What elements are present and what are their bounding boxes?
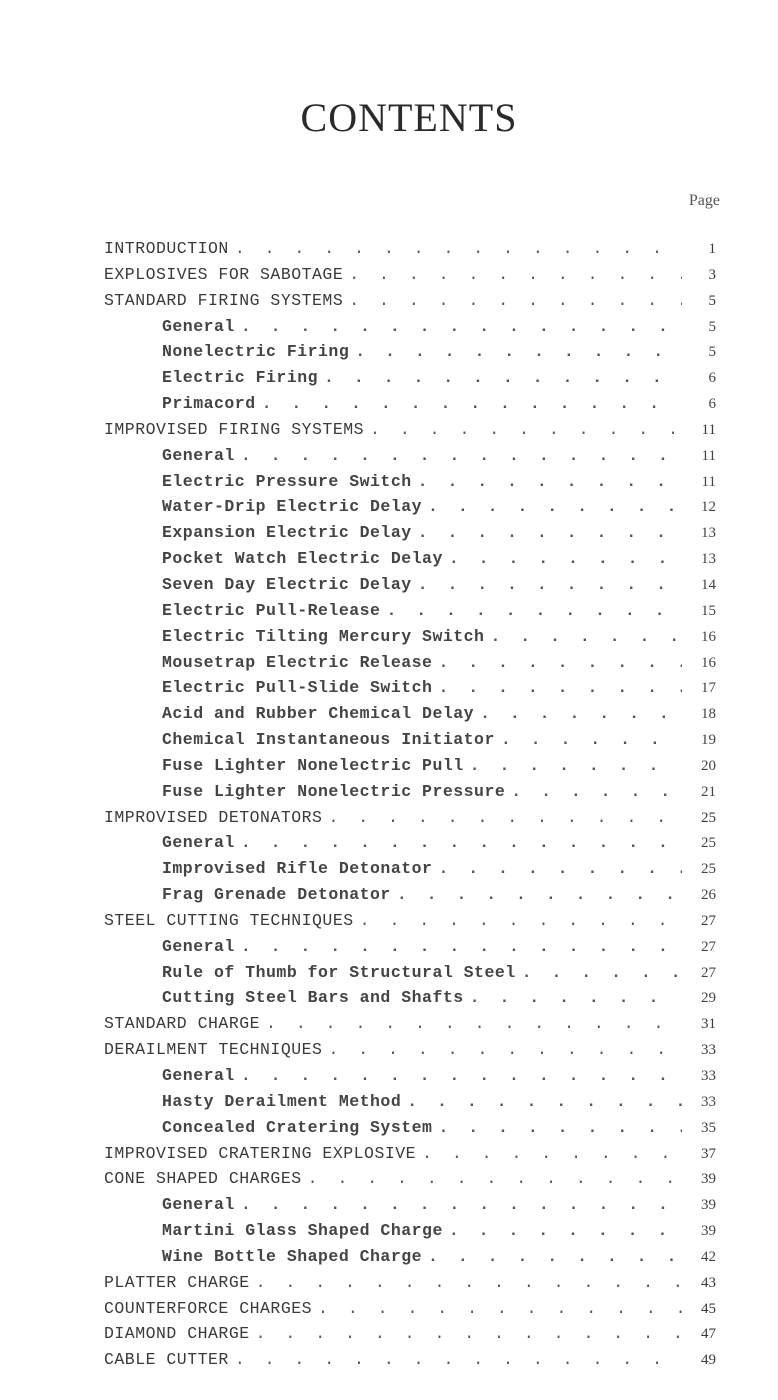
toc-entry-page: 11 bbox=[701, 473, 716, 490]
toc-entry bbox=[104, 805, 716, 831]
toc-entry-page: 20 bbox=[701, 757, 716, 774]
toc-subentry bbox=[104, 1089, 716, 1115]
toc-subentry bbox=[104, 727, 716, 753]
toc-entry-label: Electric Pull-Slide Switch bbox=[162, 678, 433, 698]
toc-entry bbox=[104, 236, 716, 262]
dot-leader bbox=[428, 1244, 682, 1270]
dot-leader bbox=[511, 779, 682, 805]
dot-leader bbox=[328, 1037, 682, 1063]
toc-entry-page: 25 bbox=[701, 835, 716, 852]
toc-subentry bbox=[104, 494, 716, 520]
toc-entry-page: 33 bbox=[701, 1042, 716, 1059]
toc-entry-page: 5 bbox=[708, 318, 716, 335]
dot-leader bbox=[470, 753, 682, 779]
toc-entry-page: 37 bbox=[701, 1145, 716, 1162]
toc-entry-label: Electric Tilting Mercury Switch bbox=[162, 626, 485, 646]
toc-entry-page: 39 bbox=[701, 1223, 716, 1240]
toc-entry-label: PLATTER CHARGE bbox=[104, 1272, 250, 1292]
toc-entry-page: 25 bbox=[701, 861, 716, 878]
toc-entry-label: General bbox=[162, 936, 235, 956]
dot-leader bbox=[386, 598, 682, 624]
toc-entry-label: Fuse Lighter Nonelectric Pressure bbox=[162, 781, 506, 801]
dot-leader bbox=[501, 727, 682, 753]
toc-subentry bbox=[104, 856, 716, 882]
dot-leader bbox=[438, 675, 682, 701]
toc-entry-page: 14 bbox=[701, 576, 716, 593]
dot-leader bbox=[349, 262, 682, 288]
table-of-contents bbox=[104, 236, 716, 1373]
dot-leader bbox=[235, 1347, 682, 1373]
toc-entry-page: 13 bbox=[701, 525, 716, 542]
dot-leader bbox=[370, 417, 682, 443]
toc-subentry bbox=[104, 1192, 716, 1218]
toc-entry-label: Electric Firing bbox=[162, 368, 319, 388]
toc-entry-label: General bbox=[162, 445, 235, 465]
toc-entry bbox=[104, 417, 716, 443]
toc-subentry bbox=[104, 650, 716, 676]
toc-subentry bbox=[104, 391, 716, 417]
toc-entry bbox=[104, 1296, 716, 1322]
toc-subentry bbox=[104, 779, 716, 805]
dot-leader bbox=[407, 1089, 682, 1115]
toc-entry bbox=[104, 1037, 716, 1063]
dot-leader bbox=[262, 391, 682, 417]
toc-entry-page: 26 bbox=[701, 887, 716, 904]
toc-entry bbox=[104, 1347, 716, 1373]
dot-leader bbox=[422, 1141, 682, 1167]
toc-subentry bbox=[104, 934, 716, 960]
toc-entry-page: 33 bbox=[701, 1093, 716, 1110]
toc-subentry bbox=[104, 365, 716, 391]
toc-entry-label: STANDARD FIRING SYSTEMS bbox=[104, 290, 344, 310]
dot-leader bbox=[266, 1011, 682, 1037]
toc-entry-page: 18 bbox=[701, 706, 716, 723]
toc-entry-page: 5 bbox=[708, 292, 716, 309]
toc-entry-label: EXPLOSIVES FOR SABOTAGE bbox=[104, 264, 344, 284]
dot-leader bbox=[490, 624, 682, 650]
toc-entry-label: Nonelectric Firing bbox=[162, 342, 350, 362]
toc-entry-label: Acid and Rubber Chemical Delay bbox=[162, 704, 475, 724]
toc-entry bbox=[104, 908, 716, 934]
toc-entry-label: General bbox=[162, 316, 235, 336]
toc-entry bbox=[104, 262, 716, 288]
dot-leader bbox=[256, 1270, 682, 1296]
toc-entry-label: IMPROVISED FIRING SYSTEMS bbox=[104, 419, 365, 439]
toc-subentry bbox=[104, 443, 716, 469]
dot-leader bbox=[235, 236, 682, 262]
toc-entry-label: Rule of Thumb for Structural Steel bbox=[162, 962, 516, 982]
toc-subentry bbox=[104, 546, 716, 572]
toc-subentry bbox=[104, 1063, 716, 1089]
toc-entry-page: 43 bbox=[701, 1274, 716, 1291]
toc-entry-page: 1 bbox=[708, 241, 716, 257]
toc-entry-label: STANDARD CHARGE bbox=[104, 1014, 261, 1034]
toc-entry-label: General bbox=[162, 1066, 235, 1085]
toc-entry-label: Electric Pressure Switch bbox=[162, 471, 412, 491]
dot-leader bbox=[470, 985, 682, 1011]
toc-entry-page: 5 bbox=[708, 344, 716, 361]
toc-entry-label: Improvised Rifle Detonator bbox=[162, 859, 433, 879]
dot-leader bbox=[449, 1218, 682, 1244]
toc-entry-page: 42 bbox=[701, 1248, 716, 1265]
toc-entry-label: General bbox=[162, 833, 235, 853]
toc-entry-page: 25 bbox=[701, 809, 716, 826]
dot-leader bbox=[438, 1115, 682, 1141]
toc-entry-page: 33 bbox=[701, 1068, 716, 1084]
toc-subentry bbox=[104, 598, 716, 624]
toc-entry-label: General bbox=[162, 1195, 235, 1215]
dot-leader bbox=[418, 520, 682, 546]
toc-entry-label: CONE SHAPED CHARGES bbox=[104, 1169, 302, 1189]
toc-entry-label: COUNTERFORCE CHARGES bbox=[104, 1298, 313, 1318]
toc-entry-label: Hasty Derailment Method bbox=[162, 1091, 402, 1111]
toc-entry-page: 6 bbox=[708, 370, 716, 387]
toc-entry bbox=[104, 1321, 716, 1347]
toc-subentry bbox=[104, 960, 716, 986]
toc-subentry bbox=[104, 572, 716, 598]
dot-leader bbox=[241, 1063, 682, 1089]
toc-entry-page: 11 bbox=[701, 421, 716, 438]
toc-entry-label: Primacord bbox=[162, 394, 256, 414]
dot-leader bbox=[428, 494, 682, 520]
toc-subentry bbox=[104, 624, 716, 650]
toc-subentry bbox=[104, 753, 716, 779]
toc-entry-page: 12 bbox=[701, 499, 716, 516]
toc-subentry bbox=[104, 314, 716, 340]
toc-entry bbox=[104, 1270, 716, 1296]
toc-entry-page: 27 bbox=[701, 938, 716, 955]
toc-entry-page: 16 bbox=[701, 654, 716, 671]
toc-entry bbox=[104, 1166, 716, 1192]
toc-subentry bbox=[104, 675, 716, 701]
dot-leader bbox=[318, 1296, 682, 1322]
toc-entry-label: Mousetrap Electric Release bbox=[162, 652, 433, 672]
toc-entry-page: 6 bbox=[708, 396, 716, 413]
dot-leader bbox=[328, 805, 682, 831]
toc-entry-label: INTRODUCTION bbox=[104, 239, 229, 258]
toc-entry-label: CABLE CUTTER bbox=[104, 1350, 229, 1370]
toc-entry-label: Chemical Instantaneous Initiator bbox=[162, 730, 495, 750]
dot-leader bbox=[397, 882, 682, 908]
toc-entry-page: 47 bbox=[701, 1326, 716, 1343]
dot-leader bbox=[355, 339, 682, 365]
toc-subentry bbox=[104, 830, 716, 856]
toc-subentry bbox=[104, 701, 716, 727]
dot-leader bbox=[438, 856, 682, 882]
toc-entry-label: Cutting Steel Bars and Shafts bbox=[162, 988, 464, 1008]
toc-entry-label: STEEL CUTTING TECHNIQUES bbox=[104, 910, 354, 930]
toc-entry-label: Electric Pull-Release bbox=[162, 600, 381, 620]
dot-leader bbox=[480, 701, 682, 727]
toc-entry-page: 15 bbox=[701, 602, 716, 619]
toc-entry-page: 27 bbox=[701, 912, 716, 929]
dot-leader bbox=[241, 830, 682, 856]
dot-leader bbox=[241, 314, 682, 340]
toc-entry-label: Pocket Watch Electric Delay bbox=[162, 549, 443, 569]
toc-entry-page: 3 bbox=[708, 266, 716, 283]
toc-entry bbox=[104, 1141, 716, 1167]
dot-leader bbox=[449, 546, 682, 572]
toc-entry-page: 31 bbox=[701, 1016, 716, 1033]
toc-entry-page: 17 bbox=[701, 680, 716, 697]
toc-subentry bbox=[104, 1218, 716, 1244]
dot-leader bbox=[349, 288, 682, 314]
toc-entry-page: 13 bbox=[701, 551, 716, 568]
toc-subentry bbox=[104, 520, 716, 546]
dot-leader bbox=[418, 572, 682, 598]
toc-entry-label: IMPROVISED CRATERING EXPLOSIVE bbox=[104, 1143, 417, 1163]
dot-leader bbox=[324, 365, 682, 391]
dot-leader bbox=[256, 1321, 682, 1347]
toc-entry-label: Fuse Lighter Nonelectric Pull bbox=[162, 755, 464, 775]
toc-entry-label: Martini Glass Shaped Charge bbox=[162, 1221, 443, 1241]
toc-entry-page: 35 bbox=[701, 1119, 716, 1136]
toc-entry bbox=[104, 1011, 716, 1037]
toc-subentry bbox=[104, 469, 716, 495]
dot-leader bbox=[522, 960, 682, 986]
toc-entry-page: 27 bbox=[701, 964, 716, 981]
toc-entry-label: DERAILMENT TECHNIQUES bbox=[104, 1040, 323, 1060]
dot-leader bbox=[308, 1166, 682, 1192]
toc-entry-page: 29 bbox=[701, 990, 716, 1007]
toc-subentry bbox=[104, 1115, 716, 1141]
page-column-label: Page bbox=[688, 192, 720, 209]
toc-entry-page: 11 bbox=[701, 447, 716, 464]
toc-entry-page: 21 bbox=[701, 783, 716, 800]
dot-leader bbox=[438, 650, 682, 676]
toc-entry-label: Frag Grenade Detonator bbox=[162, 885, 391, 905]
toc-entry-label: Water-Drip Electric Delay bbox=[162, 497, 423, 517]
dot-leader bbox=[241, 1192, 682, 1218]
toc-entry-page: 39 bbox=[701, 1197, 716, 1214]
toc-entry-label: IMPROVISED DETONATORS bbox=[104, 807, 323, 827]
toc-subentry bbox=[104, 985, 716, 1011]
toc-entry bbox=[104, 288, 716, 314]
dot-leader bbox=[241, 934, 682, 960]
toc-entry-page: 45 bbox=[701, 1300, 716, 1317]
toc-subentry bbox=[104, 882, 716, 908]
dot-leader bbox=[241, 443, 682, 469]
toc-subentry bbox=[104, 1244, 716, 1270]
toc-entry-page: 19 bbox=[701, 732, 716, 749]
dot-leader bbox=[360, 908, 682, 934]
toc-entry-page: 16 bbox=[701, 628, 716, 645]
toc-entry-label: DIAMOND CHARGE bbox=[104, 1324, 250, 1344]
dot-leader bbox=[418, 469, 682, 495]
toc-entry-label: Expansion Electric Delay bbox=[162, 523, 412, 543]
toc-entry-label: Seven Day Electric Delay bbox=[162, 574, 412, 594]
toc-subentry bbox=[104, 339, 716, 365]
toc-entry-page: 39 bbox=[701, 1171, 716, 1188]
toc-entry-label: Concealed Cratering System bbox=[162, 1117, 433, 1137]
toc-entry-label: Wine Bottle Shaped Charge bbox=[162, 1246, 423, 1266]
toc-entry-page: 49 bbox=[701, 1352, 716, 1369]
page-title: CONTENTS bbox=[300, 95, 518, 140]
